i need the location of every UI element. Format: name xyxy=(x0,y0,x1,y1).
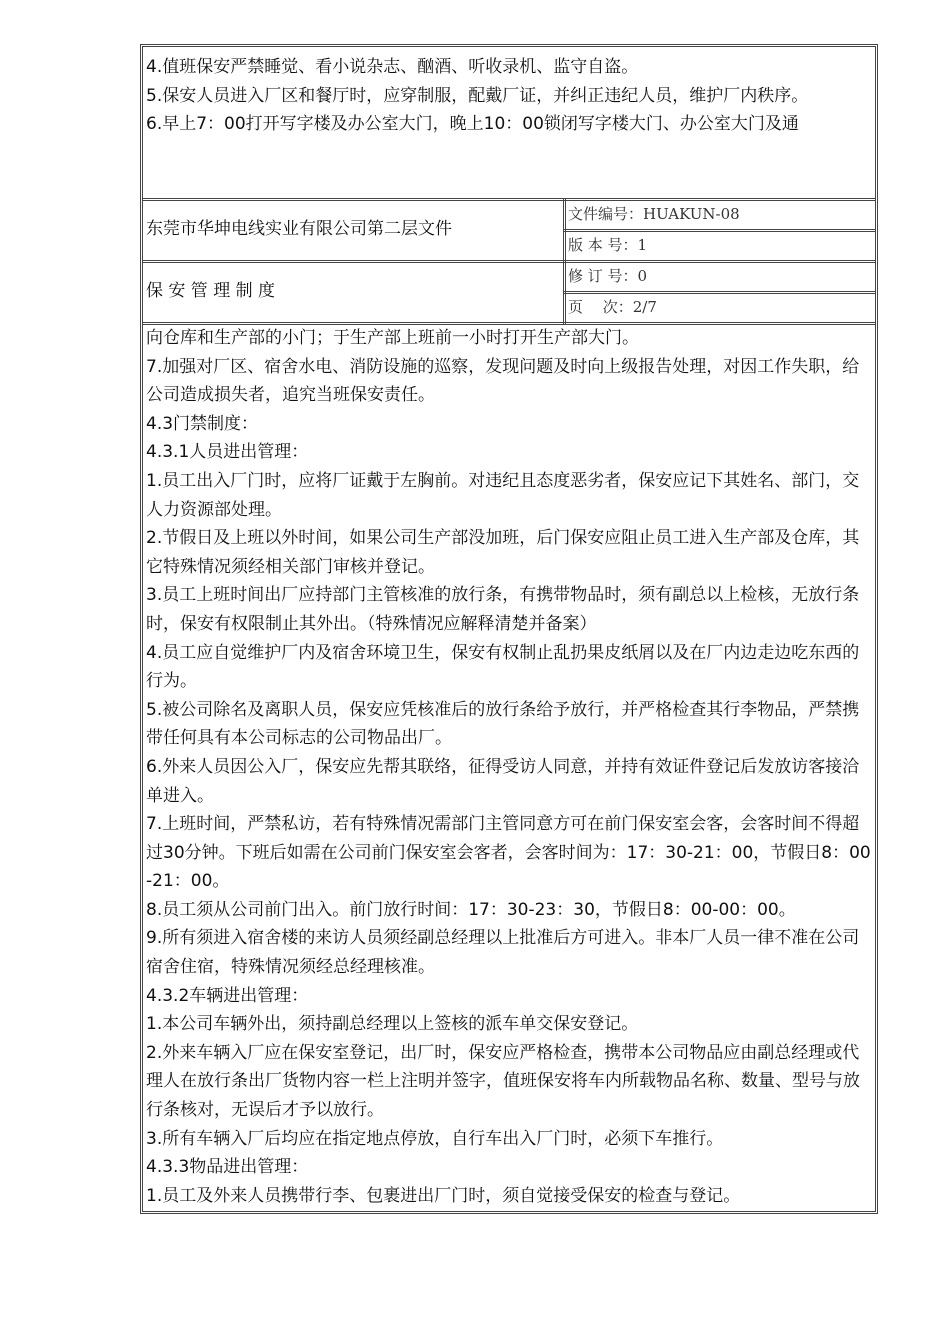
paragraph: 5.保安人员进入厂区和餐厅时，应穿制服，配戴厂证，并纠正违纪人员，维护厂内秩序。 xyxy=(146,85,809,106)
version-number: 版 本 号：1 xyxy=(568,236,648,254)
document-title: 保 安 管 理 制 度 xyxy=(146,281,276,301)
paragraph: 9.所有须进入宿舍楼的来访人员须经副总经理以上批准后方可进入。非本厂人员一律不准在公司宿舍住宿，特殊情况须经总经理核准。 xyxy=(146,928,860,978)
document-page xyxy=(140,44,878,1214)
body-text-block xyxy=(146,324,872,1210)
paragraph: 3.员工上班时间出厂应持部门主管核准的放行条，有携带物品时，须有副总以上检核，无放行条时，保安有权限制止其外出。（特殊情况应解释清楚并备案） xyxy=(146,585,860,634)
paragraph: 2.节假日及上班以外时间，如果公司生产部没加班，后门保安应阻止员工进入生产部及仓库，其它特殊情况须经相关部门审核并登记。 xyxy=(146,528,860,577)
paragraph: 7.加强对厂区、宿舍水电、消防设施的巡察，发现问题及时向上级报告处理，对因工作失职，给公司造成损失者，追究当班保安责任。 xyxy=(146,356,860,406)
subsection-heading: 4.3.1人员进出管理： xyxy=(146,442,309,463)
paragraph: 3.所有车辆入厂后均应在指定地点停放，自行车出入厂门时，必须下车推行。 xyxy=(146,1128,724,1149)
paragraph: 向仓库和生产部的小门；于生产部上班前一小时打开生产部大门。 xyxy=(146,328,639,348)
document-header-table xyxy=(143,198,875,325)
paragraph: 1.员工及外来人员携带行李、包裹进出厂门时，须自觉接受保安的检查与登记。 xyxy=(146,1185,741,1206)
company-name: 东莞市华坤电线实业有限公司第二层文件 xyxy=(146,219,452,239)
paragraph: 1.本公司车辆外出，须持副总经理以上签核的派车单交保安登记。 xyxy=(146,1014,639,1035)
paragraph: 8.员工须从公司前门出入。前门放行时间：17：30-23：30，节假日8：00-00：00。 xyxy=(146,899,796,920)
top-text-block xyxy=(146,53,872,139)
paragraph: 1.员工出入厂门时，应将厂证戴于左胸前。对违纪且态度恶劣者，保安应记下其姓名、部门，交人力资源部处理。 xyxy=(146,470,860,520)
revision-number: 修 订 号：0 xyxy=(568,267,648,285)
paragraph: 6.外来人员因公入厂，保安应先帮其联络，征得受访人同意，并持有效证件登记后发放访客接洽单进入。 xyxy=(146,756,860,806)
paragraph: 4.员工应自觉维护厂内及宿舍环境卫生，保安有权制止乱扔果皮纸屑以及在厂内边走边吃东西的行为。 xyxy=(146,642,860,692)
paragraph: 6.早上7：00打开写字楼及办公室大门，晚上10：00锁闭写字楼大门、办公室大门及通 xyxy=(146,114,799,135)
subsection-heading: 4.3.3物品进出管理： xyxy=(146,1157,309,1178)
paragraph: 7.上班时间，严禁私访，若有特殊情况需部门主管同意方可在前门保安室会客，会客时间不得超过30分钟。下班后如需在公司前门保安室会客者，会客时间为：17：30-21：00，节假日8：00-21：00。 xyxy=(146,814,871,892)
paragraph: 4.值班保安严禁睡觉、看小说杂志、酗酒、听收录机、监守自盗。 xyxy=(146,57,639,77)
paragraph: 5.被公司除名及离职人员，保安应凭核准后的放行条给予放行，并严格检查其行李物品，严禁携带任何具有本公司标志的公司物品出厂。 xyxy=(146,699,860,749)
paragraph: 2.外来车辆入厂应在保安室登记，出厂时，保安应严格检查，携带本公司物品应由副总经理或代理人在放行条出厂货物内容一栏上注明并签字，值班保安将车内所载物品名称、数量、型号与放行条核对，无误后才予以放行。 xyxy=(146,1042,860,1121)
file-number: 文件编号：HUAKUN-08 xyxy=(568,205,740,223)
subsection-heading: 4.3.2车辆进出管理： xyxy=(146,985,309,1006)
page-number: 页 次：2/7 xyxy=(568,298,657,316)
section-heading: 4.3门禁制度： xyxy=(146,413,259,434)
